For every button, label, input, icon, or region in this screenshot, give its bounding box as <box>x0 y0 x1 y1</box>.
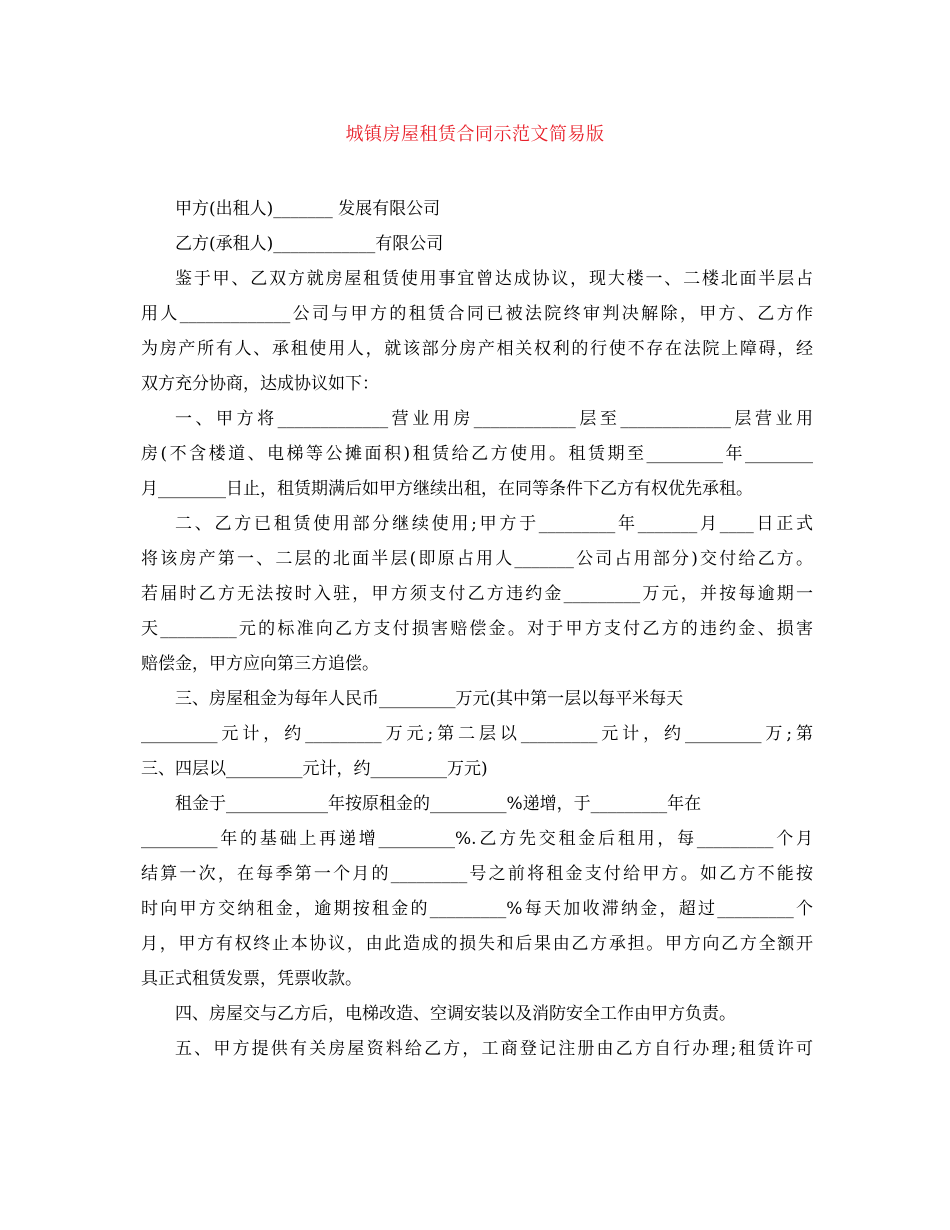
document-body <box>141 192 813 1067</box>
body-text-line: 乙方(承租人)____________有限公司 <box>175 234 444 254</box>
body-text-line: 赔偿金，甲方应向第三方追偿。 <box>141 654 379 674</box>
body-text-line: 一、甲方将_____________营业用房____________层至_____________层营业用 <box>175 409 813 429</box>
body-text-line: 月________日止，租赁期满后如甲方继续出租，在同等条件下乙方有权优先承租。 <box>141 479 753 499</box>
body-text-line: 二、乙方已租赁使用部分继续使用;甲方于_________年_______月____日正式 <box>175 514 813 534</box>
body-text-line: 为房产所有人、承租使用人，就该部分房产相关权利的行使不存在法院上障碍，经 <box>141 339 813 359</box>
body-text-line: 具正式租赁发票，凭票收款。 <box>141 969 362 989</box>
body-text-line: 用人_____________公司与甲方的租赁合同已被法院终审判决解除，甲方、乙方作 <box>141 304 813 324</box>
body-text-line: _________元计，约_________万元;第二层以_________元计，约_________万;第 <box>141 724 813 744</box>
body-text-line: 房(不含楼道、电梯等公摊面积)租赁给乙方使用。租赁期至_________年________ <box>141 444 813 464</box>
body-text-line: 时向甲方交纳租金，逾期按租金的_________%每天加收滞纳金，超过_________个 <box>141 899 813 919</box>
body-text-line: 结算一次，在每季第一个月的_________号之前将租金支付给甲方。如乙方不能按 <box>141 864 813 884</box>
body-text-line: 三、房屋租金为每年人民币_________万元(其中第一层以每平米每天 <box>175 689 684 709</box>
body-text-line: 甲方(出租人)_______ 发展有限公司 <box>175 199 441 219</box>
body-text-line: 双方充分协商，达成协议如下： <box>141 374 379 394</box>
document-title: 城镇房屋租赁合同示范文简易版 <box>345 124 605 145</box>
body-text-line: 将该房产第一、二层的北面半层(即原占用人_______公司占用部分)交付给乙方。 <box>141 549 813 569</box>
body-text-line: 三、四层以_________元计，约_________万元) <box>141 759 488 779</box>
body-text-line: 若届时乙方无法按时入驻，甲方须支付乙方违约金_________万元，并按每逾期一 <box>141 584 813 604</box>
body-text-line: 五、甲方提供有关房屋资料给乙方，工商登记注册由乙方自行办理;租赁许可 <box>175 1039 813 1059</box>
body-text-line: 天_________元的标准向乙方支付损害赔偿金。对于甲方支付乙方的违约金、损害 <box>141 619 813 639</box>
body-text-line: 鉴于甲、乙双方就房屋租赁使用事宜曾达成协议，现大楼一、二楼北面半层占 <box>175 269 813 289</box>
body-text-line: 租金于____________年按原租金的_________%递增，于_________年在 <box>175 794 702 814</box>
body-text-line: 月，甲方有权终止本协议，由此造成的损失和后果由乙方承担。甲方向乙方全额开 <box>141 934 813 954</box>
body-text-line: _________年的基础上再递增_________%.乙方先交租金后租用，每_________个月 <box>141 829 813 849</box>
body-text-line: 四、房屋交与乙方后，电梯改造、空调安装以及消防安全工作由甲方负责。 <box>175 1004 736 1024</box>
